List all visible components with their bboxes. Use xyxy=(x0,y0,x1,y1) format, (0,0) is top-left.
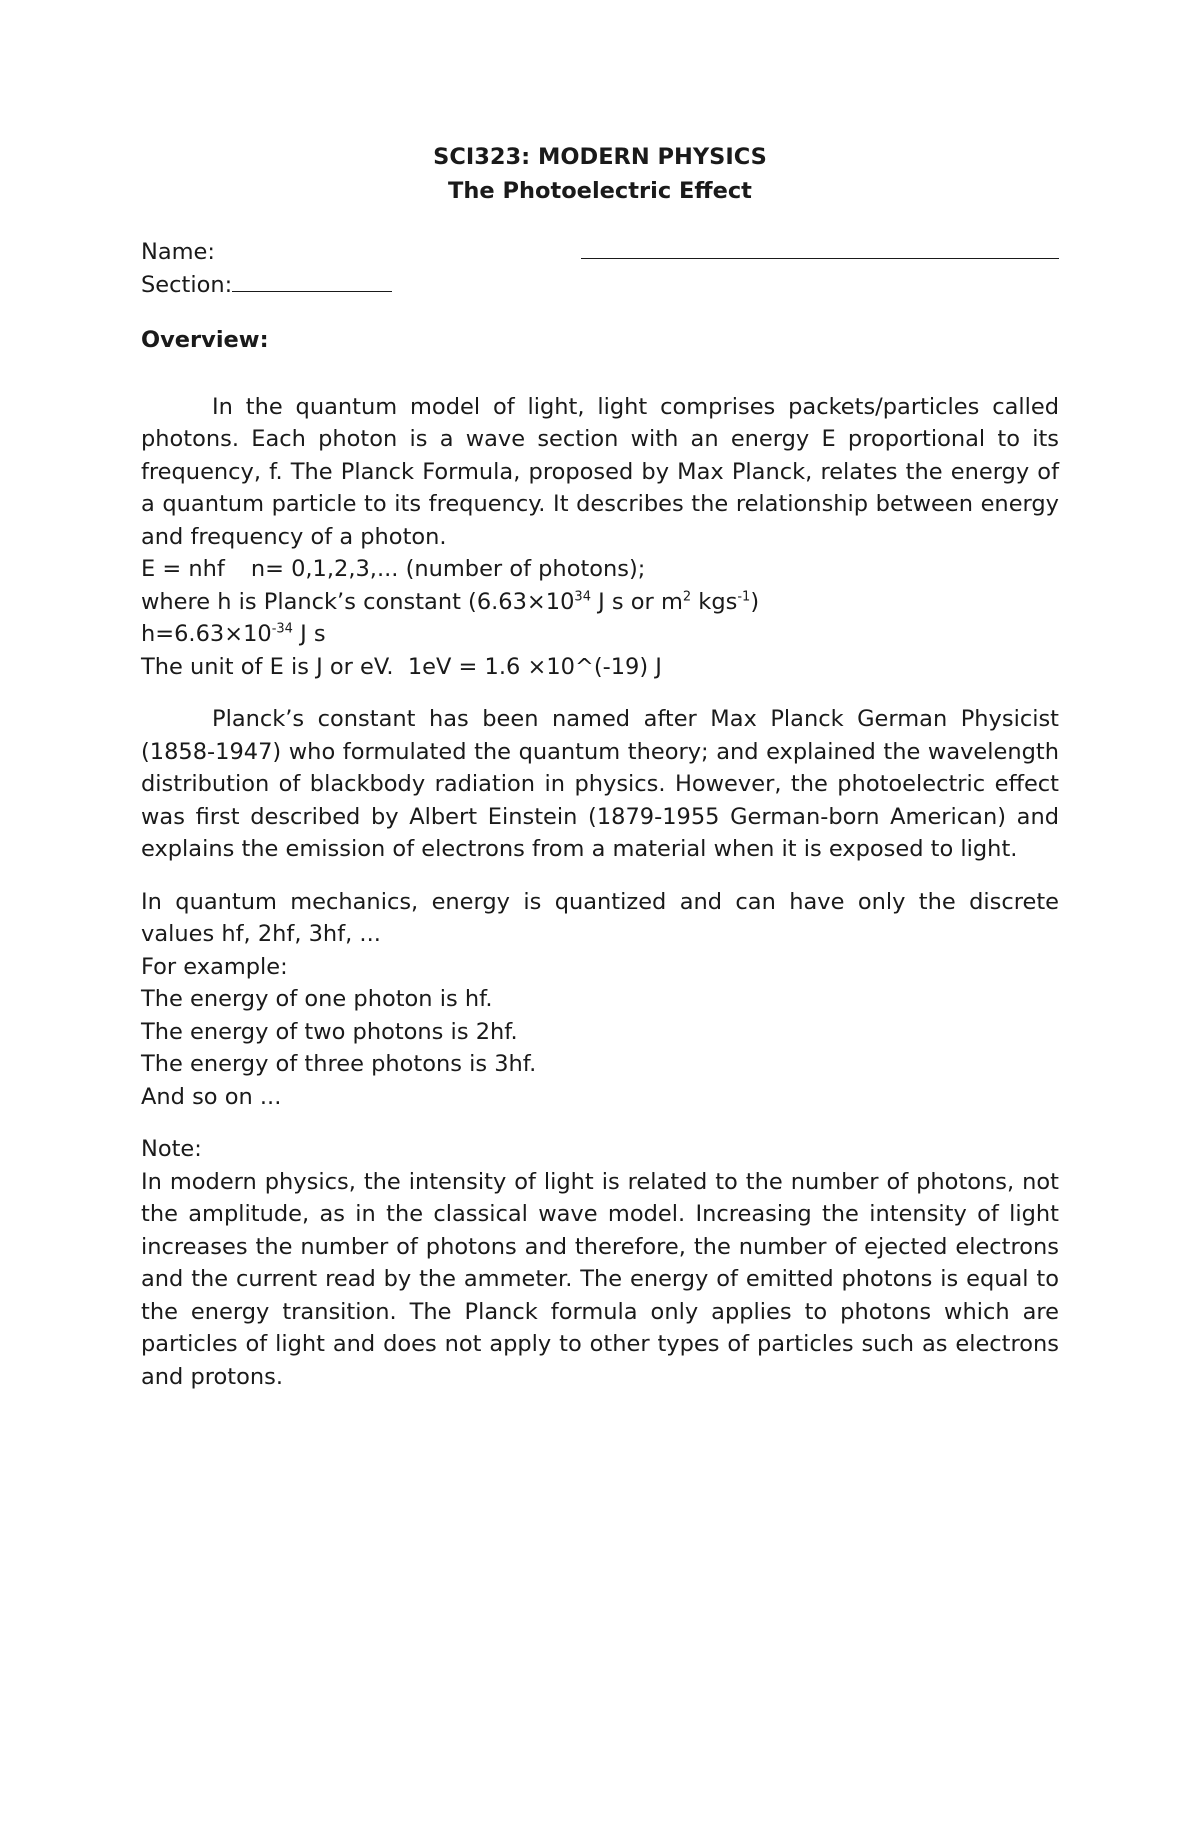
example-label: For example: xyxy=(141,953,288,980)
note-text: In modern physics, the intensity of light is related to the number of photons, not the amplitude, as in the classical wave model. Increasing the intensity of light increases the number of photons and therefore, the number of ejected electrons and the current read by the ammeter. The energy of emitted photons is equal to the energy transition. The Planck formula only applies to photons which are particles of light and does not apply to other types of particles such as electrons and protons. xyxy=(141,1168,1059,1390)
formula-n: n= 0,1,2,3,... (number of photons); xyxy=(250,556,646,582)
formula-energy: E = nhf xyxy=(141,556,225,582)
planck-constant-line: where h is Planck’s constant ($6.63\times 10^{34}$ J s or $m^2$ kgs$^{-1}$) xyxy=(141,588,760,615)
example-item: The energy of one photon is hf. xyxy=(141,986,493,1012)
section-blank xyxy=(232,269,392,292)
section-label: Section: xyxy=(141,272,233,298)
topic-title: The Photoelectric Effect xyxy=(448,178,752,204)
note-label: Note: xyxy=(141,1136,202,1162)
unit-line: The unit of E is J or eV. 1eV = 1.6 ×10^(-19) J xyxy=(141,653,662,680)
name-label: Name: xyxy=(141,239,215,265)
overview-paragraph-3: In quantum mechanics, energy is quantized and can have only the discrete values hf, 2hf, 3hf, ... xyxy=(141,888,1059,947)
document-page xyxy=(141,140,1059,1393)
name-row xyxy=(141,236,1059,269)
overview-paragraph-1: In the quantum model of light, light comprises packets/particles called photons. Each photon is a wave section with an energy E proportional to its frequency, f. The Planck Formula, proposed by Max Planck, relates the energy of a quantum particle to its frequency. It describes the relationship between energy and frequency of a photon. xyxy=(141,393,1059,550)
overview-heading: Overview: xyxy=(141,327,269,353)
h-value-line: $h=6.63\times 10^{-34}$ J s xyxy=(141,621,326,647)
example-item: And so on ... xyxy=(141,1083,282,1110)
example-item: The energy of two photons is 2hf. xyxy=(141,1018,518,1045)
section-row xyxy=(141,269,1059,302)
overview-paragraph-2: Planck’s constant has been named after Max Planck German Physicist (1858-1947) who formulated the quantum theory; and explained the wavelength distribution of blackbody radiation in physics. However, the photoelectric effect was first described by Albert Einstein (1879-1955 German-born American) and explains the emission of electrons from a material when it is exposed to light. xyxy=(141,706,1059,862)
document-title xyxy=(141,140,1059,208)
planck-formula-line xyxy=(141,553,1059,586)
name-blank xyxy=(581,236,1059,269)
course-title: SCI323: MODERN PHYSICS xyxy=(433,144,767,170)
example-item: The energy of three photons is 3hf. xyxy=(141,1051,537,1077)
